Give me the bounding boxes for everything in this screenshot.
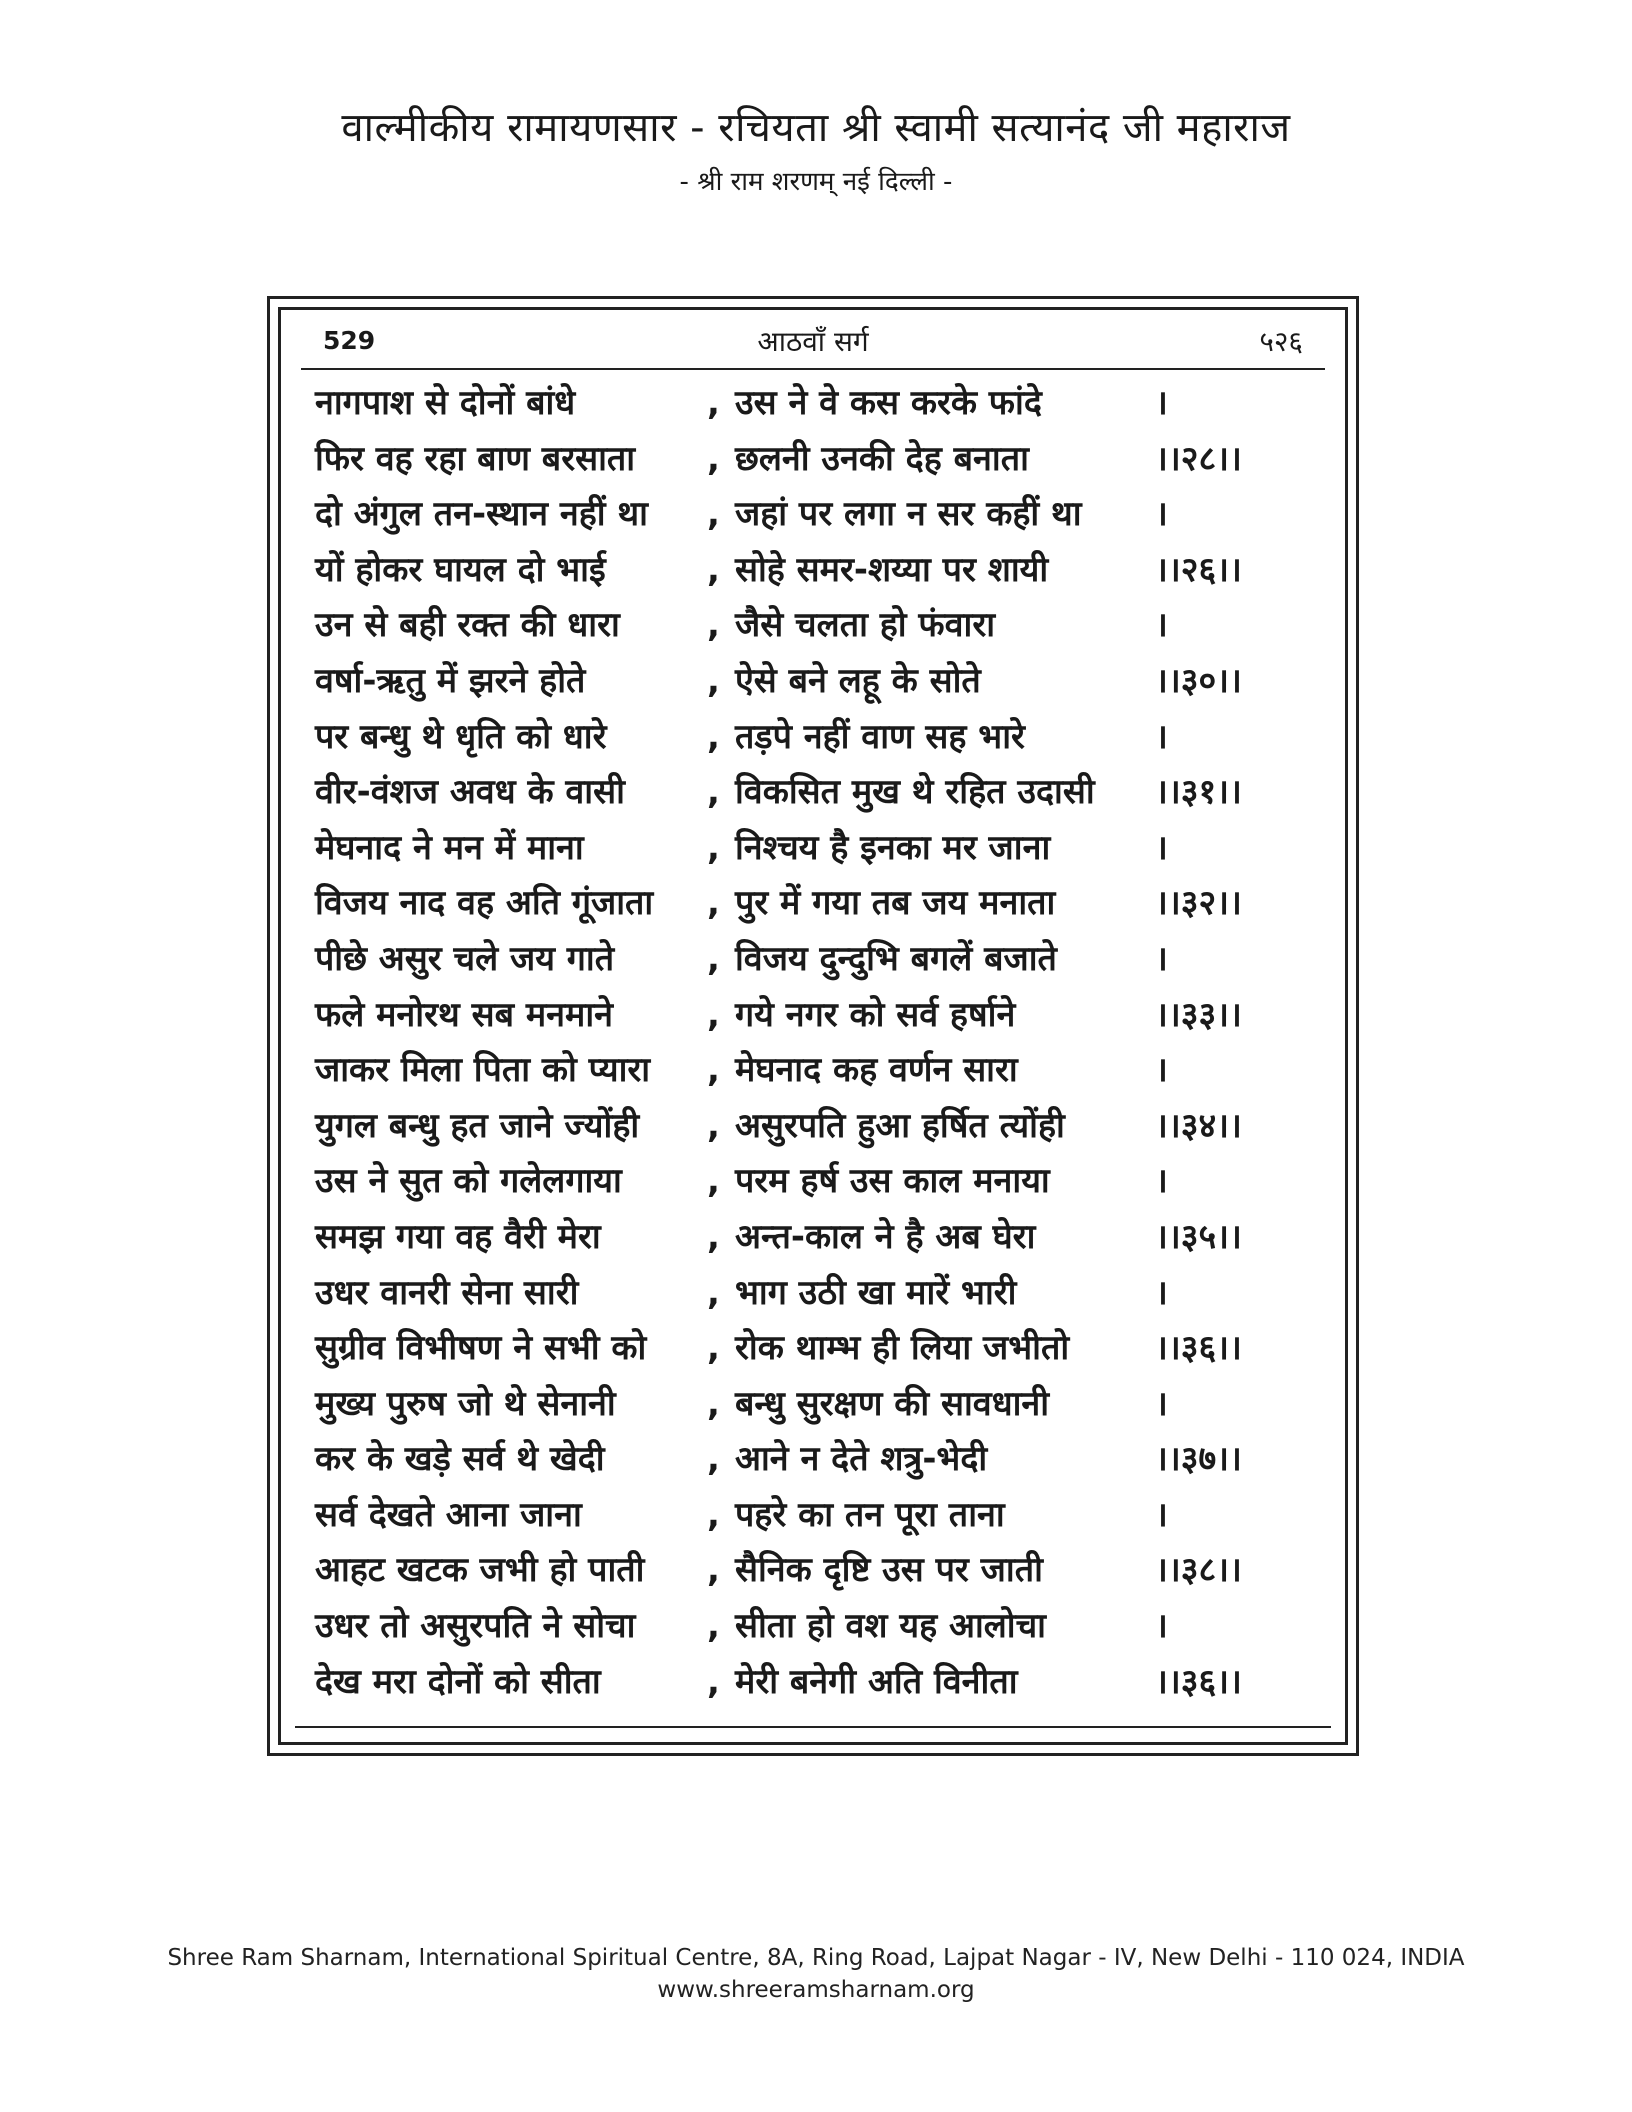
verse-first-half: वर्षा-ऋतु में झरने होते <box>315 660 586 701</box>
verse-comma: , <box>707 1494 720 1535</box>
verse-second-half: विकसित मुख थे रहित उदासी <box>735 772 1095 813</box>
verse-first-half: समझ गया वह वैरी मेरा <box>315 1216 601 1257</box>
verse-number: । <box>1155 1494 1168 1535</box>
verse-first-half: उधर वानरी सेना सारी <box>315 1272 579 1313</box>
verse-row <box>315 598 1325 654</box>
page-heading-bar <box>301 320 1325 370</box>
verse-number: । <box>1155 938 1168 979</box>
verse-number: ।।३६।। <box>1155 1661 1242 1702</box>
verse-comma: , <box>707 772 720 813</box>
verse-first-half: उधर तो असुरपति ने सोचा <box>315 1606 636 1647</box>
verse-comma: , <box>707 1550 720 1591</box>
verse-row <box>315 487 1325 543</box>
verse-first-half: सर्व देखते आना जाना <box>315 1494 582 1535</box>
verse-first-half: उस ने सुत को गलेलगाया <box>315 1161 622 1202</box>
verse-row <box>315 1210 1325 1266</box>
publisher-line: - श्री राम शरणम् नई दिल्ली - <box>679 167 953 197</box>
verse-number: । <box>1155 1272 1168 1313</box>
verse-number: ।।२६।। <box>1155 549 1242 590</box>
verse-number: । <box>1155 1383 1168 1424</box>
verse-row <box>315 710 1325 766</box>
verse-first-half: कर के खड़े सर्व थे खेदी <box>315 1439 605 1480</box>
verse-row <box>315 654 1325 710</box>
verse-comma: , <box>707 1661 720 1702</box>
book-title: वाल्मीकीय रामायणसार - रचियता श्री स्वामी सत्यानंद जी महाराज <box>341 105 1291 151</box>
verse-first-half: मुख्य पुरुष जो थे सेनानी <box>315 1383 616 1424</box>
bottom-rule <box>295 1726 1331 1728</box>
page-header <box>0 100 1632 202</box>
verse-number: ।।३८।। <box>1155 1550 1242 1591</box>
verse-second-half: पुर में गया तब जय मनाता <box>735 883 1056 924</box>
verse-row <box>315 876 1325 932</box>
verse-number: । <box>1155 494 1168 535</box>
verse-first-half: दो अंगुल तन-स्थान नहीं था <box>315 494 648 535</box>
verse-second-half: बन्धु सुरक्षण की सावधानी <box>735 1383 1050 1424</box>
verse-number: । <box>1155 1161 1168 1202</box>
verse-number: ।।३७।। <box>1155 1439 1242 1480</box>
verse-second-half: उस ने वे कस करके फांदे <box>735 383 1042 423</box>
verse-comma: , <box>707 716 720 757</box>
verse-comma: , <box>707 1161 720 1202</box>
verse-second-half: आने न देते शत्रु-भेदी <box>735 1439 988 1480</box>
verse-second-half: गये नगर को सर्व हर्षाने <box>735 994 1016 1035</box>
verse-second-half: परम हर्ष उस काल मनाया <box>735 1161 1050 1202</box>
verse-number: ।।३१।। <box>1155 772 1242 813</box>
verse-second-half: जैसे चलता हो फंवारा <box>735 605 996 646</box>
verse-first-half: आहट खटक जभी हो पाती <box>315 1550 645 1591</box>
verse-number: । <box>1155 605 1168 646</box>
chapter-heading: आठवाँ सर्ग <box>757 325 869 358</box>
verse-comma: , <box>707 1328 720 1369</box>
footer-address: Shree Ram Sharnam, International Spiritual Centre, 8A, Ring Road, Lajpat Nagar - IV, New Delhi - 110 024, INDIA <box>167 1945 1465 1971</box>
verse-comma: , <box>707 1272 720 1313</box>
footer-website: www.shreeramsharnam.org <box>657 1977 975 2003</box>
verse-first-half: यों होकर घायल दो भाई <box>315 549 606 590</box>
verse-comma: , <box>707 494 720 535</box>
verse-second-half: छलनी उनकी देह बनाता <box>735 438 1029 479</box>
page-number-arabic: 529 <box>323 326 376 355</box>
verse-comma: , <box>707 1050 720 1091</box>
verse-row <box>315 1099 1325 1155</box>
verse-number: । <box>1155 383 1168 423</box>
verse-comma: , <box>707 1606 720 1647</box>
verse-second-half: पहरे का तन पूरा ताना <box>735 1494 1005 1535</box>
verse-comma: , <box>707 1216 720 1257</box>
verse-number: ।।३५।। <box>1155 1216 1242 1257</box>
verse-first-half: जाकर मिला पिता को प्यारा <box>315 1050 651 1091</box>
verse-comma: , <box>707 1383 720 1424</box>
verse-row <box>315 1543 1325 1599</box>
verse-second-half: सोहे समर-शय्या पर शायी <box>735 549 1049 590</box>
verse-row <box>315 1432 1325 1488</box>
verse-second-half: तड़पे नहीं वाण सह भारे <box>735 716 1025 757</box>
verse-second-half: मेघनाद कह वर्णन सारा <box>735 1050 1018 1091</box>
verse-list <box>315 376 1325 1710</box>
verse-row <box>315 1488 1325 1544</box>
verse-number: । <box>1155 716 1168 757</box>
verse-first-half: वीर-वंशज अवध के वासी <box>315 772 625 813</box>
verse-second-half: असुरपति हुआ हर्षित त्योंही <box>735 1105 1065 1146</box>
verse-first-half: सुग्रीव विभीषण ने सभी को <box>315 1328 647 1369</box>
verse-comma: , <box>707 549 720 590</box>
verse-number: ।।२८।। <box>1155 438 1242 479</box>
verse-first-half: फिर वह रहा बाण बरसाता <box>315 438 636 479</box>
verse-row <box>315 1377 1325 1433</box>
verse-row <box>315 821 1325 877</box>
page-number-devanagari: ५२६ <box>1259 325 1303 358</box>
verse-first-half: पीछे असुर चले जय गाते <box>315 938 615 979</box>
verse-first-half: युगल बन्धु हत जाने ज्योंही <box>315 1105 640 1146</box>
verse-number: ।।३६।। <box>1155 1328 1242 1369</box>
verse-second-half: अन्त-काल ने है अब घेरा <box>735 1216 1036 1257</box>
verse-comma: , <box>707 383 720 423</box>
verse-second-half: जहां पर लगा न सर कहीं था <box>735 494 1082 535</box>
verse-comma: , <box>707 827 720 868</box>
verse-first-half: नागपाश से दोनों बांधे <box>315 383 576 423</box>
verse-first-half: पर बन्धु थे धृति को धारे <box>315 716 607 757</box>
verse-first-half: फले मनोरथ सब मनमाने <box>315 994 614 1035</box>
verse-row <box>315 1154 1325 1210</box>
verse-second-half: विजय दुन्दुभि बगलें बजाते <box>735 938 1057 979</box>
verse-number: ।।३४।। <box>1155 1105 1242 1146</box>
verse-row <box>315 432 1325 488</box>
verse-second-half: निश्चय है इनका मर जाना <box>735 827 1051 868</box>
verse-comma: , <box>707 883 720 924</box>
verse-number: । <box>1155 1606 1168 1647</box>
verse-row <box>315 932 1325 988</box>
verse-first-half: उन से बही रक्त की धारा <box>315 605 620 646</box>
verse-comma: , <box>707 438 720 479</box>
verse-second-half: सीता हो वश यह आलोचा <box>735 1606 1046 1647</box>
verse-comma: , <box>707 938 720 979</box>
verse-second-half: मेरी बनेगी अति विनीता <box>735 1661 1018 1702</box>
verse-number: ।।३०।। <box>1155 660 1242 701</box>
verse-first-half: विजय नाद वह अति गूंजाता <box>315 883 654 924</box>
verse-first-half: देख मरा दोनों को सीता <box>315 1661 601 1702</box>
verse-comma: , <box>707 1439 720 1480</box>
inner-border <box>278 307 1348 1745</box>
verse-row <box>315 1599 1325 1655</box>
verse-second-half: रोक थाम्भ ही लिया जभीतो <box>735 1328 1070 1369</box>
verse-comma: , <box>707 605 720 646</box>
verse-number: ।।३३।। <box>1155 994 1242 1035</box>
verse-number: । <box>1155 827 1168 868</box>
verse-first-half: मेघनाद ने मन में माना <box>315 827 584 868</box>
verse-second-half: सैनिक दृष्टि उस पर जाती <box>735 1550 1043 1591</box>
verse-row <box>315 1321 1325 1377</box>
verse-comma: , <box>707 1105 720 1146</box>
verse-number: । <box>1155 1050 1168 1091</box>
verse-row <box>315 543 1325 599</box>
page-footer <box>0 1942 1632 2006</box>
verse-row <box>315 376 1325 432</box>
verse-row <box>315 1043 1325 1099</box>
verse-row <box>315 1266 1325 1322</box>
verse-row <box>315 1655 1325 1711</box>
verse-second-half: ऐसे बने लहू के सोते <box>735 660 981 701</box>
verse-comma: , <box>707 994 720 1035</box>
verse-comma: , <box>707 660 720 701</box>
verse-row <box>315 765 1325 821</box>
scripture-page-frame <box>267 296 1359 1756</box>
verse-number: ।।३२।। <box>1155 883 1242 924</box>
verse-row <box>315 988 1325 1044</box>
verse-second-half: भाग उठी खा मारें भारी <box>735 1272 1017 1313</box>
